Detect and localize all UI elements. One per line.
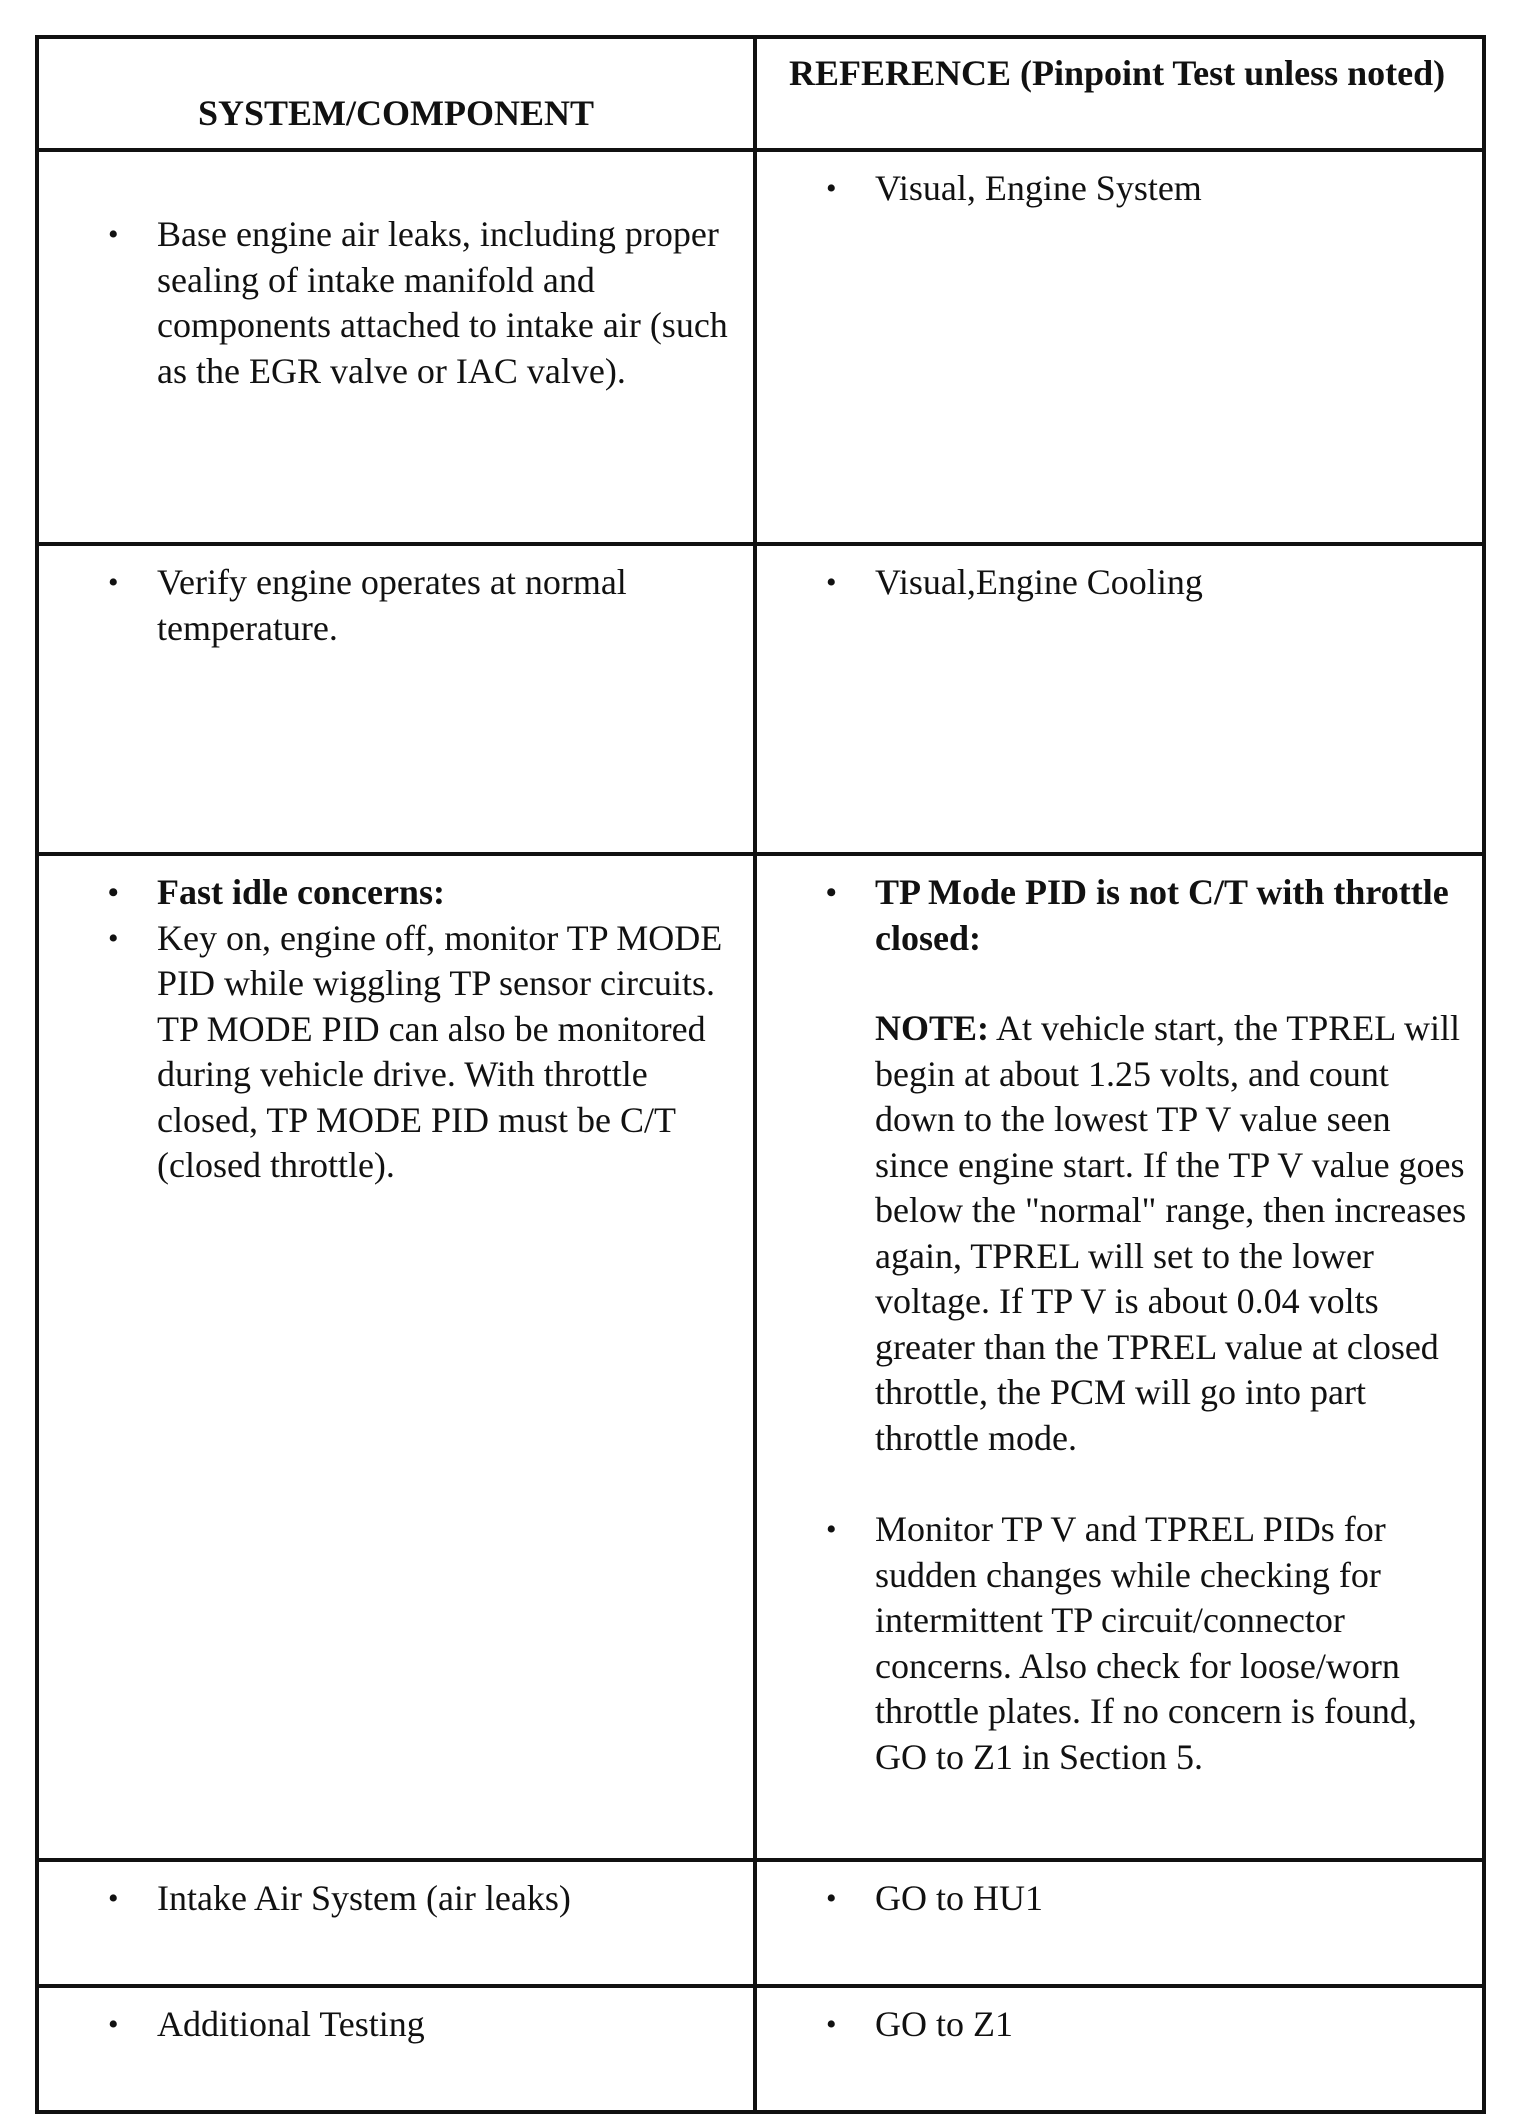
list-item: • Key on, engine off, monitor TP MODE PID while wiggling TP sensor circuits. TP MODE PID can also be monitored during vehicle drive. With throttle closed, TP MODE PID must be C/T (closed throttle). — [39, 916, 753, 1189]
bullet-list — [757, 870, 1482, 961]
header-system-component: SYSTEM/COMPONENT — [37, 37, 755, 150]
bullet-list — [757, 2002, 1482, 2048]
note-paragraph — [757, 1006, 1482, 1461]
list-item: • Base engine air leaks, including proper sealing of intake manifold and components attached to intake air (such as the EGR valve or IAC valve). — [39, 212, 753, 394]
list-item: • Visual,Engine Cooling — [757, 560, 1482, 606]
bullet-list — [39, 1876, 753, 1922]
table-row — [37, 150, 1484, 544]
diagnostic-table — [35, 35, 1486, 2114]
header-reference: REFERENCE (Pinpoint Test unless noted) — [755, 37, 1484, 150]
table-row — [37, 1986, 1484, 2112]
bullet-list — [757, 166, 1482, 212]
bullet-list — [39, 870, 753, 1189]
list-item: • TP Mode PID is not C/T with throttle closed: — [757, 870, 1482, 961]
table-row — [37, 854, 1484, 1860]
reference-cell — [755, 1986, 1484, 2112]
component-cell — [37, 544, 755, 854]
list-item: • Intake Air System (air leaks) — [39, 1876, 753, 1922]
component-cell — [37, 150, 755, 544]
reference-cell — [755, 544, 1484, 854]
component-cell — [37, 1986, 755, 2112]
reference-cell — [755, 150, 1484, 544]
component-cell — [37, 1860, 755, 1986]
bullet-list — [757, 560, 1482, 606]
note-text: At vehicle start, the TPREL will begin at about 1.25 volts, and count down to the lowest TP V value seen since engine start. If the TP V value goes below the "normal" range, then increases again, TPREL will set to the lower voltage. If TP V is about 0.04 volts greater than the TPREL value at closed throttle, the PCM will go into part throttle mode. — [875, 1008, 1467, 1458]
list-item: • GO to HU1 — [757, 1876, 1482, 1922]
reference-cell — [755, 1860, 1484, 1986]
bullet-list — [39, 2002, 753, 2048]
reference-cell — [755, 854, 1484, 1860]
table-row — [37, 1860, 1484, 1986]
bullet-list — [39, 212, 753, 394]
header-row — [37, 37, 1484, 150]
list-item: • Additional Testing — [39, 2002, 753, 2048]
table-row — [37, 544, 1484, 854]
list-item: • Visual, Engine System — [757, 166, 1482, 212]
list-item: • Fast idle concerns: — [39, 870, 753, 916]
bullet-list — [39, 560, 753, 651]
list-item: • GO to Z1 — [757, 2002, 1482, 2048]
list-item: • Verify engine operates at normal temperature. — [39, 560, 753, 651]
component-cell — [37, 854, 755, 1860]
list-item: • Monitor TP V and TPREL PIDs for sudden changes while checking for intermittent TP circuit/connector concerns. Also check for loose/worn throttle plates. If no concern is found, GO to Z1 in Section 5. — [757, 1507, 1482, 1780]
bullet-list — [757, 1507, 1482, 1780]
bullet-list — [757, 1876, 1482, 1922]
note-label: NOTE: — [875, 1008, 990, 1048]
